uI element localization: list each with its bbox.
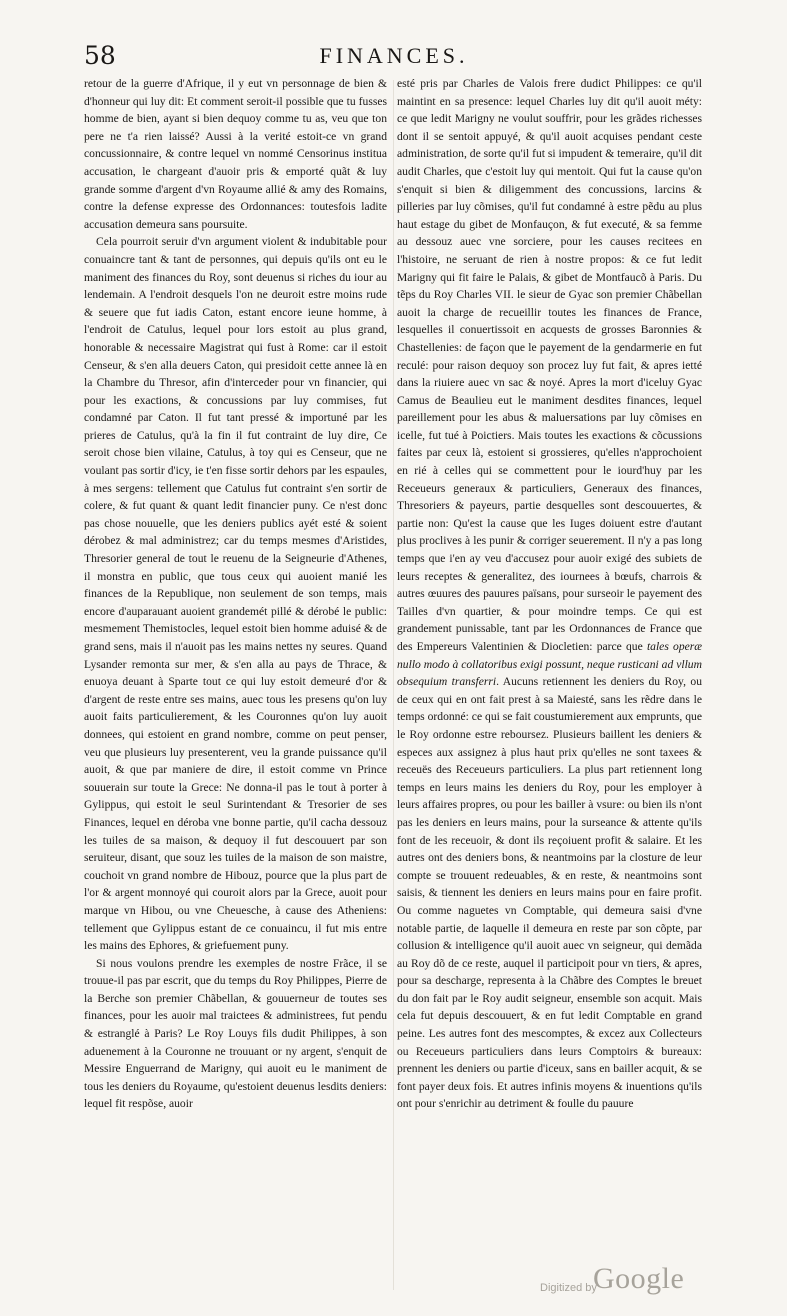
paragraph <box>397 75 702 1113</box>
text-run: esté pris par Charles de Valois frere dudict Philippes: ce qu'il maintint en sa presence: lequel Charles luy dit qu'il auoit méty: ce que ledit Marigny ne voulut souffrir, pour les grãdes richesses dont il se sentoit appuyé, & qu'il auoit acquises pendant ceste administration, de sorte qu'il fut si impudent & temeraire, qu'il dit audit Charles, que c'estoit luy qui mentoit. Qui fut la cause qu'on s'enquit si bien & diligemment des concussions, larcins & pilleries par luy cõmises, qu'il fut condamné à estre pẽdu au plus haut estage du gibet de Monfauçon, & fut executé, & sa femme au dessouz auec vne sorciere, pour les causes recitees en l'histoire, ne seruant de rien à nostre propos: & ce fut ledit Marigny qui fit faire le Palais, & gibet de Montfaucõ à Paris. Du tẽps du Roy Charles VII. le sieur de Gyac son premier Chãbellan auoit la charge de recueillir toutes les finances de France, lesquelles il conuertissoit en acquests de grosses Baronnies & Chastellenies: de façon que le payement de la gendarmerie en fut reculé: pour raison dequoy son procez luy fut fait, & apres ietté dans la riuiere auec vn sac & noyé. Apres la mort d'iceluy Gyac Camus de Beaulieu eut le maniment desdites finances, lequel pareillement pour les abus & maluersations par luy cõmises en icelle, fut tué à Poictiers. Mais toutes les exactions & cõcussions faites par ceux là, estoient si grossieres, qu'elles n'approchoient en rié à celles qui se commettent pour le iourd'huy par les Receueurs generaux & particuliers, Generaux des finances, Thresoriers & payeurs, partie desquelles sont descouuertes, & partie non: Qu'est la cause que les Iuges doiuent estre d'autant plus proclives à les punir & corriger seuerement. Il n'y a pas long temps que i'en ay veu d'accusez pour auoir exigé des subiets de leurs receptes & generalitez, des iournees à bœufs, charrois & autres œuures des pauures païsans, pour surseoir le payement des Tailles d'vn quartier, & pour moindre temps. Ce qui est grandement punissable, tant par les Ordonnances de France que des Empereurs Valentinien & Diocletien: parce que <box>397 77 702 653</box>
page-header <box>84 36 704 76</box>
left-column <box>84 75 387 1113</box>
digitized-watermark <box>540 1262 740 1302</box>
google-logo: Google <box>593 1262 685 1295</box>
column-divider <box>393 80 394 1290</box>
latin-quote-start: tales operæ nullo modo à <box>397 640 703 671</box>
text-run: . Aucuns retiennent les deniers du Roy, ou de ceux qui en ont fait prest à sa Maiesté, sans les rẽdre dans le temps ordonné: ce qui se fait coustumierement aux emprunts, que le Roy ordonne estre reboursez. Plusieurs baillent les deniers & especes aux assignez à plus haut prix qu'elles ne sont taxees & receuës des Receueurs particuliers. La plus part retiennent long temps en leurs mains les deniers du Roy, pour les employer à leurs affaires propres, ou pour les bailler à vsure: ou bien ils n'ont pas les deniers en leurs mains, pour la surseance & attente qu'ils font de les receuoir, & dont ils reçoiuent profit & salaire. Et les autres ont des deniers bons, & neantmoins par la closture de leur compte se trouuent redeuables, & en reste, & neantmoins sont saisis, & tiennent les deniers en leurs mains pour en faire profit. Ou comme naguetes vn Comptable, qui demeura saisi d'vne notable partie, de laquelle il demeura en reste par son cõpte, par collusion & intelligence qu'il auoit auec vn seigneur, qui demãda au Roy dõ de ce reste, auquel il participoit pour vn tiers, & apres, pour sa descharge, representa à la Chãbre des Comptes le breuet du don fait par le Roy audit seigneur, ensemble son acquit. Mais cela fut depuis descouuert, & en fut ledit Comptable en grand peine. Les autres font des mescomptes, & excez aux Collecteurs ou Receueurs particuliers dans leurs Comptoirs & bureaux: prennent les deniers ou partie d'iceux, sans en bailler acquit, & se font payer deux fois. Et autres infinis moyens & inuentions qu'ils ont pour s'enrichir au detriment & foulle du pauure <box>397 675 702 1111</box>
latin-quote: collatoribus exigi possunt, neque rusticani ad vllum obsequium transferri <box>397 657 702 689</box>
paragraph: retour de la guerre d'Afrique, il y eut vn personnage de bien & d'honneur qui luy dit: Et comment seroit-il possible que tu fusses homme de bien, ayant si bien dequoy comme tu as, veu que ton pere ne t'a rien laissé? Aussi à la verité estoit-ce vn grand concussionnaire, & contre lequel vn nommé Censorinus institua accusation, le chargeant d'auoir pris & emporté quãt & luy grande somme d'argent d'vn Royaume allié & amy des Romains, contre la defense expresse des Ordonnances: toutesfois ladite accusation demeura sans poursuite. <box>84 77 387 231</box>
right-column <box>397 75 702 1113</box>
paragraph: Si nous voulons prendre les exemples de nostre Frãce, il se trouue-il pas par escrit, que du temps du Roy Philippes, Pierre de la Berche son premier Chãbellan, & gouuerneur de toutes ses finances, pour les auoir mal traictees & administrees, fut pendu & estranglé à Paris? Le Roy Louys fils dudit Philippes, à son aduenement à la Couronne ne trouuant or ny argent, s'enquit de Messire Enguerrand de Marigny, qui auoit eu le maniment de tous les deniers du Royaume, qu'estoient deuenus lesdits deniers: lequel fit respõse, auoir <box>84 956 387 1111</box>
page-number: 58 <box>84 41 116 70</box>
running-title: FINANCES. <box>319 43 469 68</box>
paragraph: Cela pourroit seruir d'vn argument violent & indubitable pour conuaincre tant & tant de personnes, qui depuis qu'ils ont eu le maniment des finances du Roy, sont deuenus si riches du iour au lendemain. A l'endroit desquels l'on ne deuroit estre moins rude & seuere que fut iadis Caton, estant encore ieune homme, à l'endroit de Catulus, lequel pour lors estoit au plus grand, honorable & necessaire Magistrat qui fust à Rome: car il estoit Censeur, & s'en alla deuers Caton, qui presidoit cette annee là en la Chambre du Thresor, afin d'interceder pour vn financier, qui pour les exactions, & concussions par luy commises, fut condamné par Caton. Il fut tant pressé & importuné par les prieres de Catulus, qu'à la fin il fut contraint de luy dire, Ce seroit chose bien vilaine, Catulus, à toy qui es Censeur, que ne voulant pas sortir d'icy, ie t'en fisse sortir dehors par les espaules, à mes sergens: tellement que Catulus fut contraint s'en sortir de colere, & fut quant & quant ledit financier puny. Ce n'est donc pas chose nouuelle, que les deniers publics ayét esté & soient dérobez & mal administrez; car du temps mesmes d'Aristides, Thresorier general de tout le reuenu de la Seigneurie d'Athenes, il monstra en public, que tous ceux qui auoient manié les finances de la Republique, non seulement de son temps, mais encore d'auparauant auoient grandemét pillé & dérobé le public: mesmement Themistocles, lequel estoit bien homme aduisé & de grand sens, mais il n'auoit pas les mains nettes ny seures. Quand Lysander remonta sur mer, & s'en alla au pays de Thrace, & enuoya deuant à Sparte tout ce qui luy estoit demeuré d'or & d'argent de reste entre ses mains, auec tous les presens qu'on luy auoit faits particulierement, & les Couronnes qu'on luy auoit donnees, qui estoient en grand nombre, comme on peut penser, veu que plusieurs luy presenterent, veu la grande puissance qu'il auoit, & que par maniere de dire, il estoit comme vn Prince souuerain sur toute la Grece: Ne donna-il pas le tout à porter à Gylippus, qui estoit le seul Surintendant & Tresorier de ses Finances, lequel en déroba vne bonne partie, qu'il cacha dessouz les tuiles de sa maison, & dequoy il fut descouuert par son seruiteur, disant, que souz les tuiles de la maison de son maistre, couchoit vn grand nombre de Hibouz, pource que la plus part de l'or & argent monnoyé qui couroit alors par la Grece, auoit pour marque vn Hibou, ou vne Cheuesche, à cause des Atheniens: tellement que Gylippus estant de ce conuaincu, il fut mis entre les mains des Ephores, & griefuement puny. <box>84 235 387 953</box>
watermark-prefix: Digitized by <box>540 1282 597 1294</box>
